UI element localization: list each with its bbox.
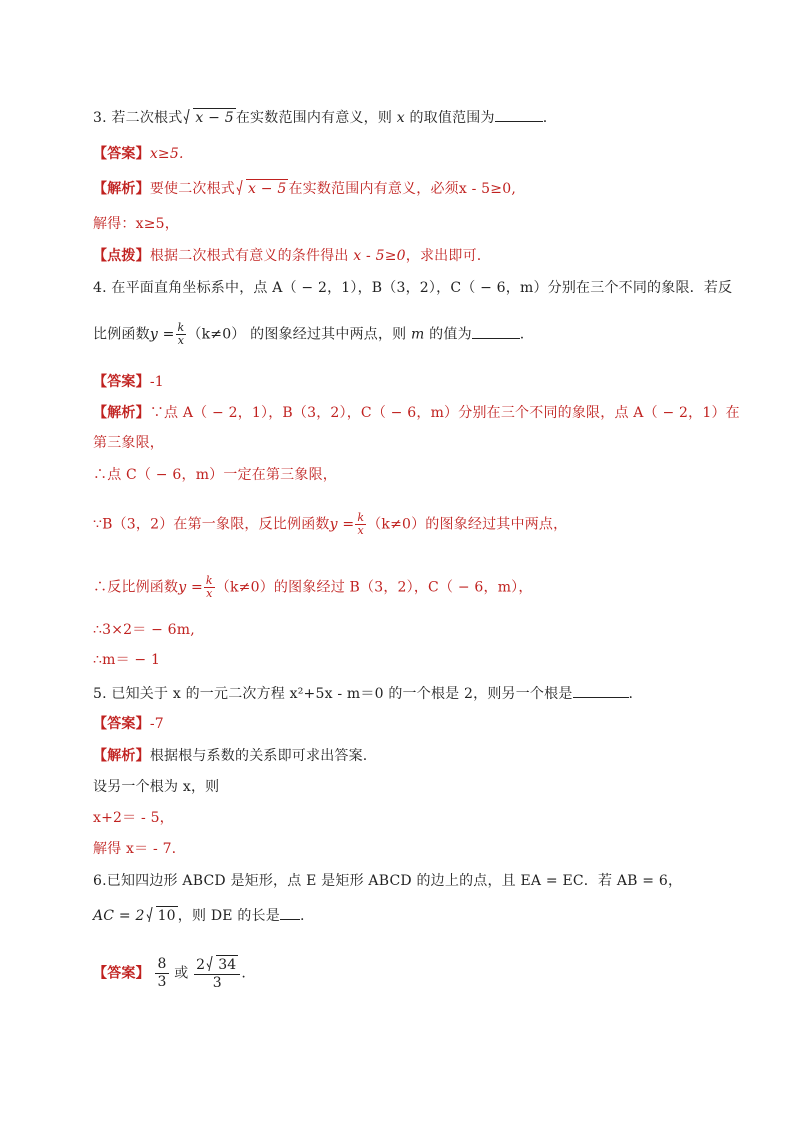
question-number: 3. [93,110,107,126]
sqrt-expression: x − 5 [237,179,288,199]
analysis-4-line-2: 第三象限， [93,435,164,451]
question-5: 5. 已知关于 x 的一元二次方程 x²+5x - m＝0 的一个根是 2，则另一个根是 . [93,683,633,704]
answer-tag: 【答案】 [93,374,150,390]
analysis-4-line-5: ∴反比例函数y = $\frac{k}{x}$ （k≠0）的图象经过 B（3，2），C（ − 6，m）， [93,574,533,600]
answer-tag: 【答案】 [93,146,150,162]
analysis-4-line-3: ∴点 C（ − 6，m）一定在第三象限， [93,467,337,483]
fraction-2sqrt34-over-3: $\frac{2 34}{3}$ [194,955,240,992]
answer-tag: 【答案】 [93,965,150,982]
fraction-k-over-x: $\frac{k}{x}$ [357,511,365,537]
analysis-5-line-2: 设另一个根为 x，则 [93,779,220,795]
fraction-k-over-x: $\frac{k}{x}$ [177,321,185,347]
question-6-line-1: 6.已知四边形 ABCD 是矩形，点 E 是矩形 ABCD 的边上的点，且 EA = EC．若 AB = 6， [93,873,683,889]
answer-5: 【答案】-7 [93,716,164,732]
analysis-tag: 【解析】 [93,181,150,197]
analysis-5-line-3: x+2＝ - 5， [93,810,174,826]
sqrt-expression: 10 [147,906,178,926]
answer-6: 【答案】 $\frac{8}{3}$ 或 $\frac{2 34}{3}$ . [93,956,247,991]
fraction-8-over-3: $\frac{8}{3}$ [157,956,167,990]
question-4-line-2: 比例函数y = $\frac{k}{x}$ （k≠0） 的图象经过其中两点，则 m 的值为 . [93,321,525,347]
answer-blank [472,324,520,339]
analysis-4-line-7: ∴m＝ − 1 [93,652,161,668]
hint-3: 【点拨】根据二次根式有意义的条件得出 x - 5≥0，求出即可. [93,248,482,264]
answer-blank [280,905,300,920]
solve-3: 解得：x≥5， [93,216,179,232]
sqrt-expression: 34 [207,955,238,974]
question-6-line-2: AC = 2 10 ，则 DE 的长是 . [93,905,305,926]
analysis-5-line-1: 【解析】根据根与系数的关系即可求出答案. [93,748,368,764]
analysis-3: 【解析】要使二次根式 x − 5 在实数范围内有意义，必须x - 5≥0, [93,181,516,197]
answer-tag: 【答案】 [93,716,150,732]
hint-tag: 【点拨】 [93,248,150,264]
fraction-k-over-x: $\frac{k}{x}$ [205,574,213,600]
sqrt-expression: x − 5 [184,108,235,128]
question-4-line-1: 4. 在平面直角坐标系中，点 A（ − 2，1），B（3，2），C（ − 6，m）分别在三个不同的象限．若反 [93,280,733,296]
analysis-4-line-4: ∵B（3，2）在第一象限，反比例函数y = $\frac{k}{x}$ （k≠0）的图象经过其中两点， [93,511,568,537]
answer-3: 【答案】x≥5. [93,146,184,162]
analysis-5-line-4: 解得 x＝ - 7. [93,841,177,857]
answer-blank [573,683,629,698]
analysis-tag: 【解析】 [93,748,150,764]
answer-4: 【答案】-1 [93,374,164,390]
analysis-tag: 【解析】 [93,405,150,421]
analysis-4-line-6: ∴3×2＝ − 6m, [93,622,195,638]
question-3: 3. 若二次根式 x − 5 在实数范围内有意义，则 x 的取值范围为 . [93,107,547,128]
answer-blank [495,107,543,122]
analysis-4-line-1: 【解析】∵点 A（ − 2，1），B（3，2），C（ − 6，m）分别在三个不同的象限，点 A（ − 2，1）在 [93,405,740,421]
